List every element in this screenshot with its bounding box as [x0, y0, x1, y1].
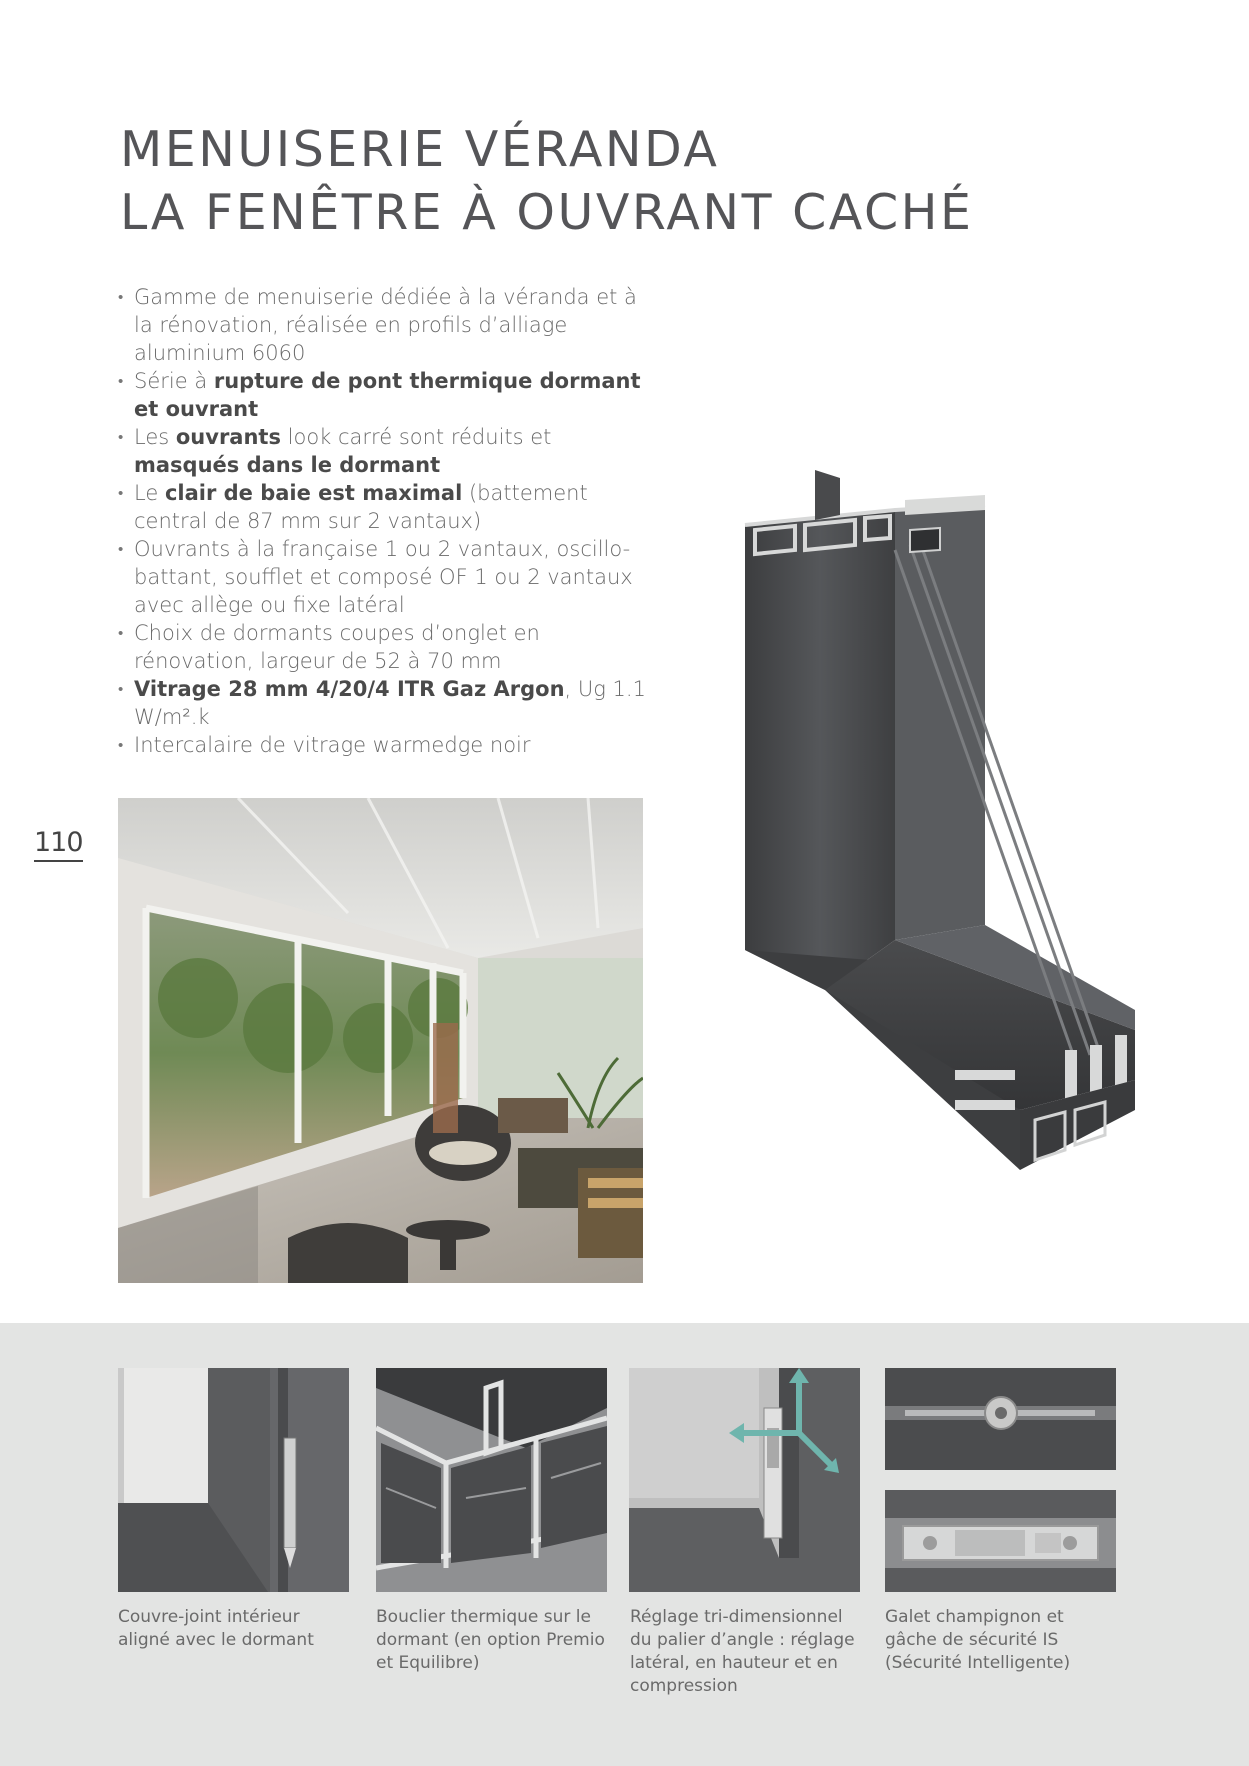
title-line-1: MENUISERIE VÉRANDA: [120, 121, 720, 178]
thermal-shield-detail-image: [376, 1368, 607, 1592]
detail-caption-1: Couvre-joint intérieur aligné avec le dormant: [118, 1607, 314, 1650]
mushroom-roller-security-keeper-image: [885, 1368, 1116, 1592]
feature-item: [118, 283, 658, 367]
feature-item: [118, 479, 658, 535]
feature-text: Choix de dormants coupes d’onglet en rénovation, largeur de 52 à 70 mm: [134, 621, 540, 673]
feature-item: [118, 423, 658, 479]
feature-text-bold: ouvrants: [175, 425, 281, 449]
feature-text: Les: [134, 425, 176, 449]
cover-joint-detail-image: [118, 1368, 349, 1592]
feature-text: Série à: [134, 369, 214, 393]
feature-text-bold: masqués dans le dormant: [134, 453, 441, 477]
detail-caption-4: Galet champignon et gâche de sécurité IS (Sécurité Intelligente): [885, 1607, 1071, 1673]
feature-text-bold: Vitrage 28 mm 4/20/4 ITR Gaz Argon: [134, 677, 565, 701]
page-title: [120, 118, 973, 244]
corner-hinge-adjustment-image: [629, 1368, 860, 1592]
page-number: 110: [34, 828, 83, 862]
feature-text: Intercalaire de vitrage warmedge noir: [134, 733, 531, 757]
feature-list: [118, 283, 658, 759]
detail-caption-3: Réglage tri-dimensionnel du palier d’angle : réglage latéral, en hauteur et en compression: [630, 1607, 855, 1696]
feature-text: Le: [134, 481, 165, 505]
feature-text: (battement central de 87 mm sur 2 vantaux): [134, 481, 588, 533]
feature-item: [118, 619, 658, 675]
feature-text: Ouvrants à la française 1 ou 2 vantaux, oscillo-battant, soufflet et composé OF 1 ou 2 vantaux avec allège ou fixe latéral: [134, 537, 633, 617]
feature-item: [118, 731, 658, 759]
feature-text-bold: rupture de pont thermique dormant et ouvrant: [134, 369, 641, 421]
feature-item: [118, 367, 658, 423]
feature-text: , Ug 1.1 W/m².k: [134, 677, 646, 729]
feature-item: [118, 535, 658, 619]
title-line-2: LA FENÊTRE À OUVRANT CACHÉ: [120, 184, 974, 241]
veranda-interior-photo: [118, 798, 643, 1283]
window-profile-cutaway-image: [735, 470, 1145, 1170]
feature-text-bold: clair de baie est maximal: [164, 481, 463, 505]
feature-text: Gamme de menuiserie dédiée à la véranda et à la rénovation, réalisée en profils d’alliage aluminium 6060: [134, 285, 637, 365]
detail-caption-2: Bouclier thermique sur le dormant (en option Premio et Equilibre): [376, 1607, 605, 1673]
feature-text: look carré sont réduits et: [280, 425, 552, 449]
feature-item: [118, 675, 658, 731]
